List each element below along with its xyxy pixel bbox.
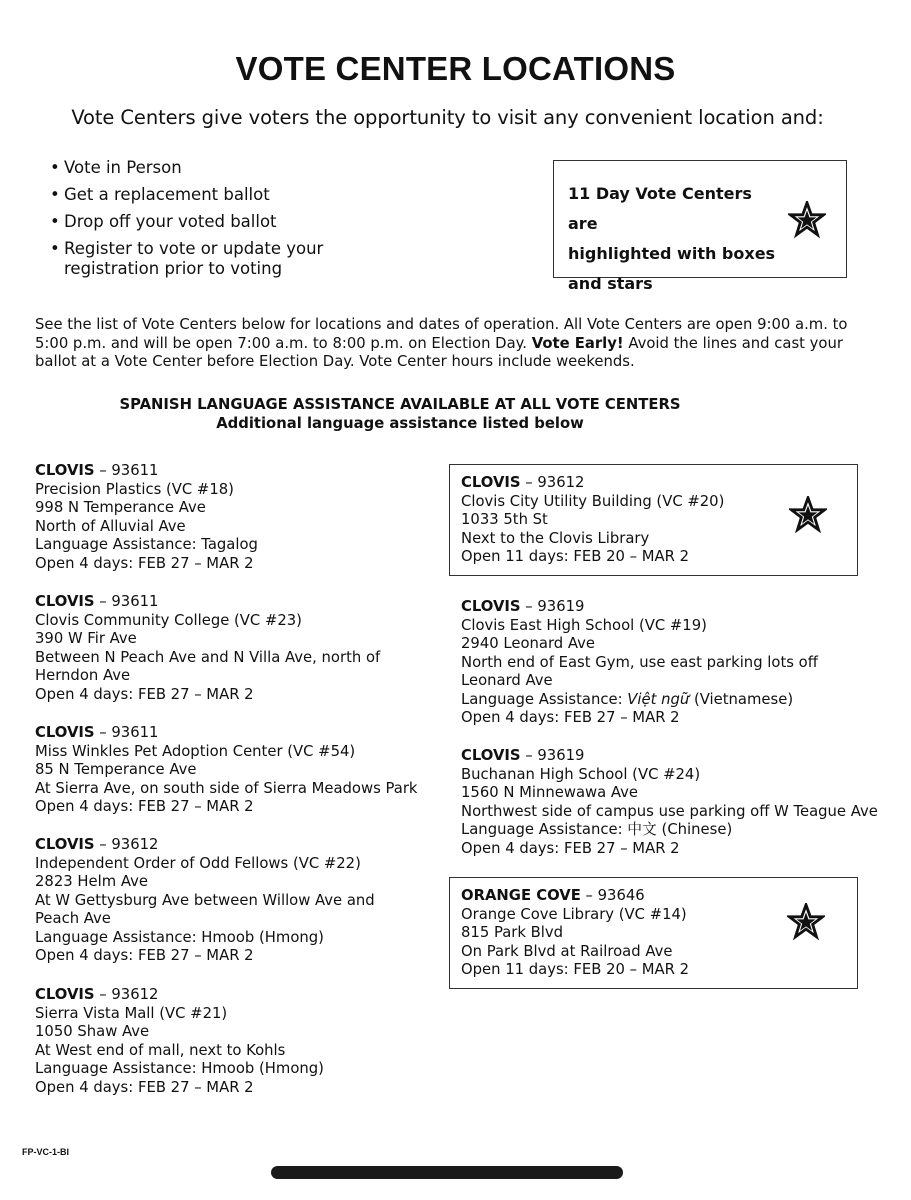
list-item: • Drop off your voted ballot: [50, 212, 277, 231]
list-item: • Get a replacement ballot: [50, 185, 270, 204]
directions: North end of East Gym, use east parking lots off Leonard Ave: [461, 653, 818, 689]
location-name: Clovis Community College (VC #23): [35, 611, 302, 629]
bullet-icon: •: [50, 212, 60, 231]
bullet-icon: •: [50, 158, 60, 177]
eleven-day-legend: [553, 160, 847, 293]
star-icon: [789, 496, 827, 534]
city: CLOVIS: [461, 474, 521, 491]
zip-code: – 93611: [94, 462, 159, 479]
vote-center-orange-cove-library: [449, 877, 858, 989]
address: 998 N Temperance Ave: [35, 499, 206, 516]
vote-center-clovis-community-college: [35, 593, 405, 704]
hours: Open 4 days: FEB 27 – MAR 2: [35, 947, 254, 964]
vote-center-clovis-east-high: [461, 598, 831, 728]
page-title: VOTE CENTER LOCATIONS: [235, 50, 676, 87]
zip-code: – 93611: [94, 593, 159, 610]
vote-center-sierra-vista-mall: [35, 986, 435, 1097]
directions: Northwest side of campus use parking off W Teague Ave: [461, 802, 878, 820]
bullet-icon: •: [50, 185, 60, 204]
zip-code: – 93619: [520, 747, 585, 764]
city: ORANGE COVE: [461, 887, 581, 904]
hours: Open 4 days: FEB 27 – MAR 2: [461, 839, 680, 857]
address: 815 Park Blvd: [461, 924, 564, 941]
vote-center-clovis-utility-building: [449, 464, 858, 576]
hours: Open 4 days: FEB 27 – MAR 2: [35, 798, 254, 815]
city: CLOVIS: [35, 836, 95, 853]
star-icon: [788, 201, 826, 239]
intro-paragraph: See the list of Vote Centers below for locations and dates of operation. All Vote Centers are open 9:00 a.m. to 5:00 p.m. and will be open 7:00 a.m. to 8:00 p.m. on Election Day. Vote Early! Avoid the lines and cast your ballot at a Vote Center before Election Day. Vote Center hours include weekends.: [35, 316, 848, 370]
directions: Between N Peach Ave and N Villa Ave, north of Herndon Ave: [35, 648, 381, 684]
hours: Open 11 days: FEB 20 – MAR 2: [461, 961, 690, 978]
language-assistance: Language Assistance: Hmoob (Hmong): [35, 1060, 324, 1077]
directions: Next to the Clovis Library: [461, 529, 650, 547]
directions: North of Alluvial Ave: [35, 517, 186, 535]
vote-early-emphasis: Vote Early!: [531, 334, 624, 352]
location-name: Miss Winkles Pet Adoption Center (VC #54): [35, 742, 356, 760]
address: 1560 N Minnewawa Ave: [461, 784, 639, 801]
hours: Open 4 days: FEB 27 – MAR 2: [461, 709, 680, 726]
vote-center-miss-winkles: [35, 724, 435, 817]
hours: Open 4 days: FEB 27 – MAR 2: [35, 1078, 254, 1096]
location-name: Independent Order of Odd Fellows (VC #22): [35, 854, 361, 872]
city: CLOVIS: [35, 593, 95, 610]
address: 85 N Temperance Ave: [35, 761, 197, 778]
language-assistance: Language Assistance: Việt ngữ (Vietnamese): [461, 690, 794, 708]
zip-code: – 93619: [520, 598, 585, 615]
language-assistance: Language Assistance: Tagalog: [35, 536, 258, 553]
list-item: • Register to vote or update your registration prior to voting: [50, 239, 324, 278]
star-icon: [787, 903, 825, 941]
home-indicator[interactable]: [271, 1166, 623, 1179]
hours: Open 4 days: FEB 27 – MAR 2: [35, 554, 254, 572]
address: 2940 Leonard Ave: [461, 635, 595, 652]
city: CLOVIS: [461, 747, 521, 764]
services-list: [50, 158, 470, 286]
zip-code: – 93612: [94, 986, 159, 1003]
language-assistance-heading: SPANISH LANGUAGE ASSISTANCE AVAILABLE AT ALL VOTE CENTERS Additional language assistance listed below: [119, 396, 681, 432]
location-name: Sierra Vista Mall (VC #21): [35, 1004, 228, 1022]
city: CLOVIS: [35, 724, 95, 741]
city: CLOVIS: [35, 986, 95, 1003]
zip-code: – 93612: [94, 836, 159, 853]
bullet-icon: •: [50, 239, 60, 258]
address: 1033 5th St: [461, 511, 548, 528]
location-name: Buchanan High School (VC #24): [461, 765, 701, 783]
vote-center-precision-plastics: [35, 462, 435, 573]
city: CLOVIS: [35, 462, 95, 479]
address: 2823 Helm Ave: [35, 873, 148, 890]
language-assistance: Language Assistance: Hmoob (Hmong): [35, 928, 324, 946]
directions: At West end of mall, next to Kohls: [35, 1041, 286, 1059]
hours: Open 4 days: FEB 27 – MAR 2: [35, 685, 254, 703]
directions: At W Gettysburg Ave between Willow Ave and Peach Ave: [35, 891, 375, 927]
language-assistance: Language Assistance: 中文 (Chinese): [461, 821, 733, 838]
directions: On Park Blvd at Railroad Ave: [461, 942, 673, 960]
location-name: Clovis East High School (VC #19): [461, 616, 707, 634]
location-name: Clovis City Utility Building (VC #20): [461, 492, 725, 510]
hours: Open 11 days: FEB 20 – MAR 2: [461, 548, 690, 565]
location-name: Orange Cove Library (VC #14): [461, 905, 687, 923]
vote-center-buchanan-high: [461, 747, 881, 858]
city: CLOVIS: [461, 598, 521, 615]
vote-center-odd-fellows: [35, 836, 400, 966]
directions: At Sierra Ave, on south side of Sierra Meadows Park: [35, 779, 418, 797]
location-name: Precision Plastics (VC #18): [35, 480, 234, 498]
address: 1050 Shaw Ave: [35, 1023, 150, 1040]
zip-code: – 93612: [520, 474, 585, 491]
legend-text: 11 Day Vote Centers are highlighted with boxes and stars: [568, 184, 776, 293]
zip-code: – 93611: [94, 724, 159, 741]
address: 390 W Fir Ave: [35, 630, 137, 647]
form-code: FP-VC-1-BI: [22, 1147, 69, 1157]
page-subtitle: Vote Centers give voters the opportunity to visit any convenient location and:: [71, 106, 824, 129]
zip-code: – 93646: [580, 887, 645, 904]
list-item: • Vote in Person: [50, 158, 182, 177]
